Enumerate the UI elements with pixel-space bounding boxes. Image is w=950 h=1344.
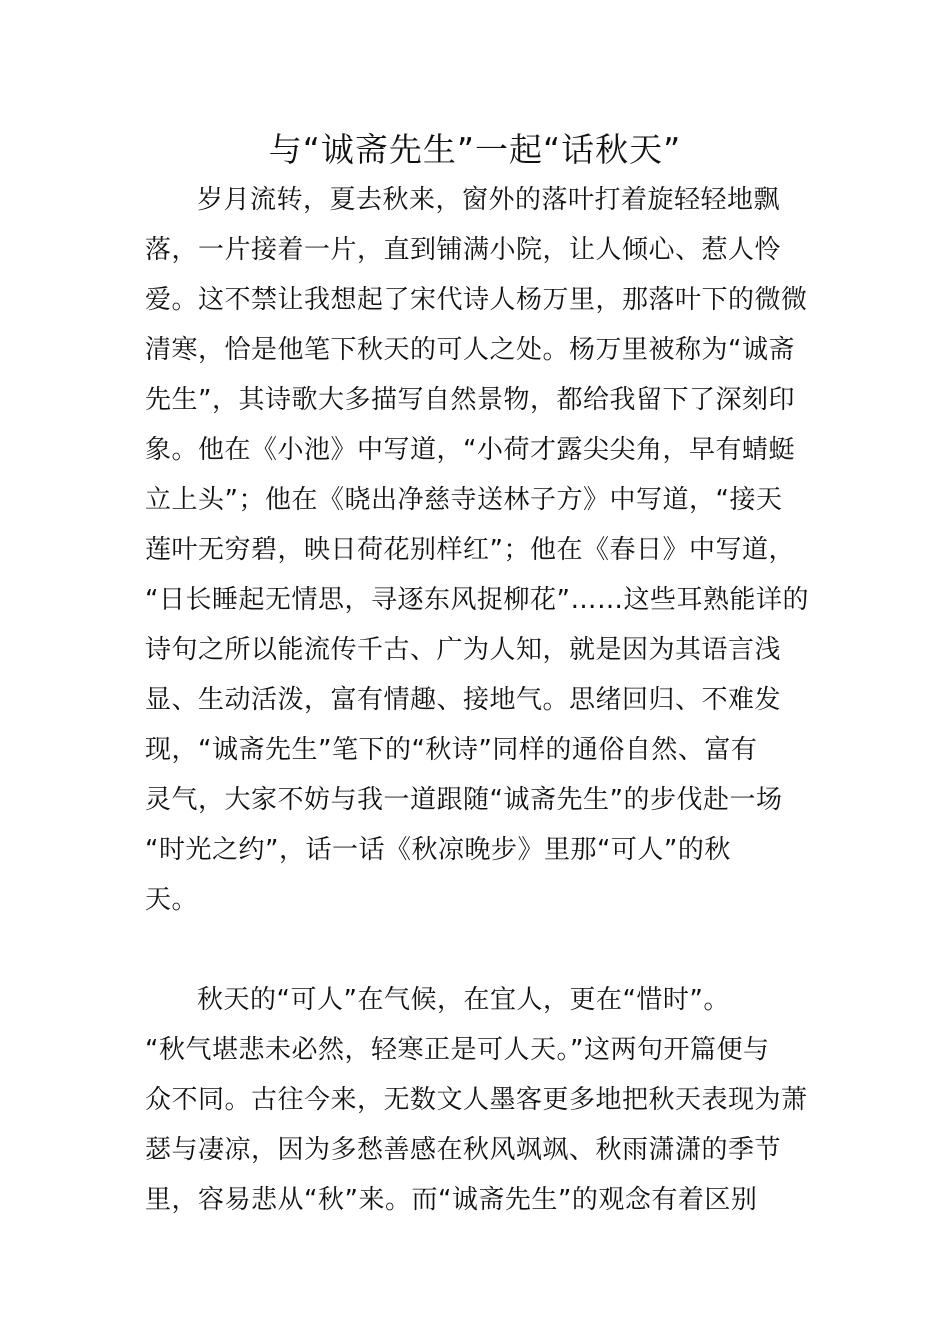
paragraph-1-line-15: 天。 [145, 885, 199, 915]
paragraph-2-line-1: 秋天的“可人”在气候，在宜人，更在“惜时”。 [197, 985, 730, 1015]
paragraph-1-line-12: 现，“诚斋先生”笔下的“秋诗”同样的通俗自然、富有 [145, 735, 758, 765]
paragraph-1-line-6: 象。他在《小池》中写道，“小荷才露尖尖角，早有蜻蜓 [145, 435, 795, 465]
paragraph-2-line-5: 里，容易悲从“秋”来。而“诚斋先生”的观念有着区别 [145, 1185, 758, 1215]
paragraph-1-line-8: 莲叶无穷碧，映日荷花别样红”；他在《春日》中写道， [145, 535, 795, 565]
paragraph-1-line-3: 爱。这不禁让我想起了宋代诗人杨万里，那落叶下的微微 [145, 285, 808, 315]
paragraph-2-line-4: 瑟与凄凉，因为多愁善感在秋风飒飒、秋雨潇潇的季节 [145, 1135, 782, 1165]
paragraph-1-line-7: 立上头”；他在《晓出净慈寺送林子方》中写道，“接天 [145, 485, 783, 515]
paragraph-2-line-3: 众不同。古往今来，无数文人墨客更多地把秋天表现为萧 [145, 1085, 808, 1115]
paragraph-1-line-11: 显、生动活泼，富有情趣、接地气。思绪回归、不难发 [145, 685, 782, 715]
paragraph-1-line-9: “日长睡起无情思，寻逐东风捉柳花”……这些耳熟能详的 [145, 585, 809, 615]
paragraph-2-line-2: “秋气堪悲未必然，轻寒正是可人天。”这两句开篇便与 [145, 1035, 770, 1065]
paragraph-1-line-2: 落，一片接着一片，直到铺满小院，让人倾心、惹人怜 [145, 235, 782, 265]
paragraph-1-line-10: 诗句之所以能流传千古、广为人知，就是因为其语言浅 [145, 635, 782, 665]
document-title: 与“诚斋先生”一起“话秋天” [268, 130, 682, 169]
paragraph-1-line-5: 先生”，其诗歌大多描写自然景物，都给我留下了深刻印 [145, 385, 795, 415]
paragraph-1-line-1: 岁月流转，夏去秋来，窗外的落叶打着旋轻轻地飘 [197, 185, 781, 215]
paragraph-1-line-4: 清寒，恰是他笔下秋天的可人之处。杨万里被称为“诚斋 [145, 335, 795, 365]
paragraph-1-line-13: 灵气，大家不妨与我一道跟随“诚斋先生”的步伐赴一场 [145, 785, 783, 815]
paragraph-1-line-14: “时光之约”，话一话《秋凉晚步》里那“可人”的秋 [145, 835, 731, 865]
